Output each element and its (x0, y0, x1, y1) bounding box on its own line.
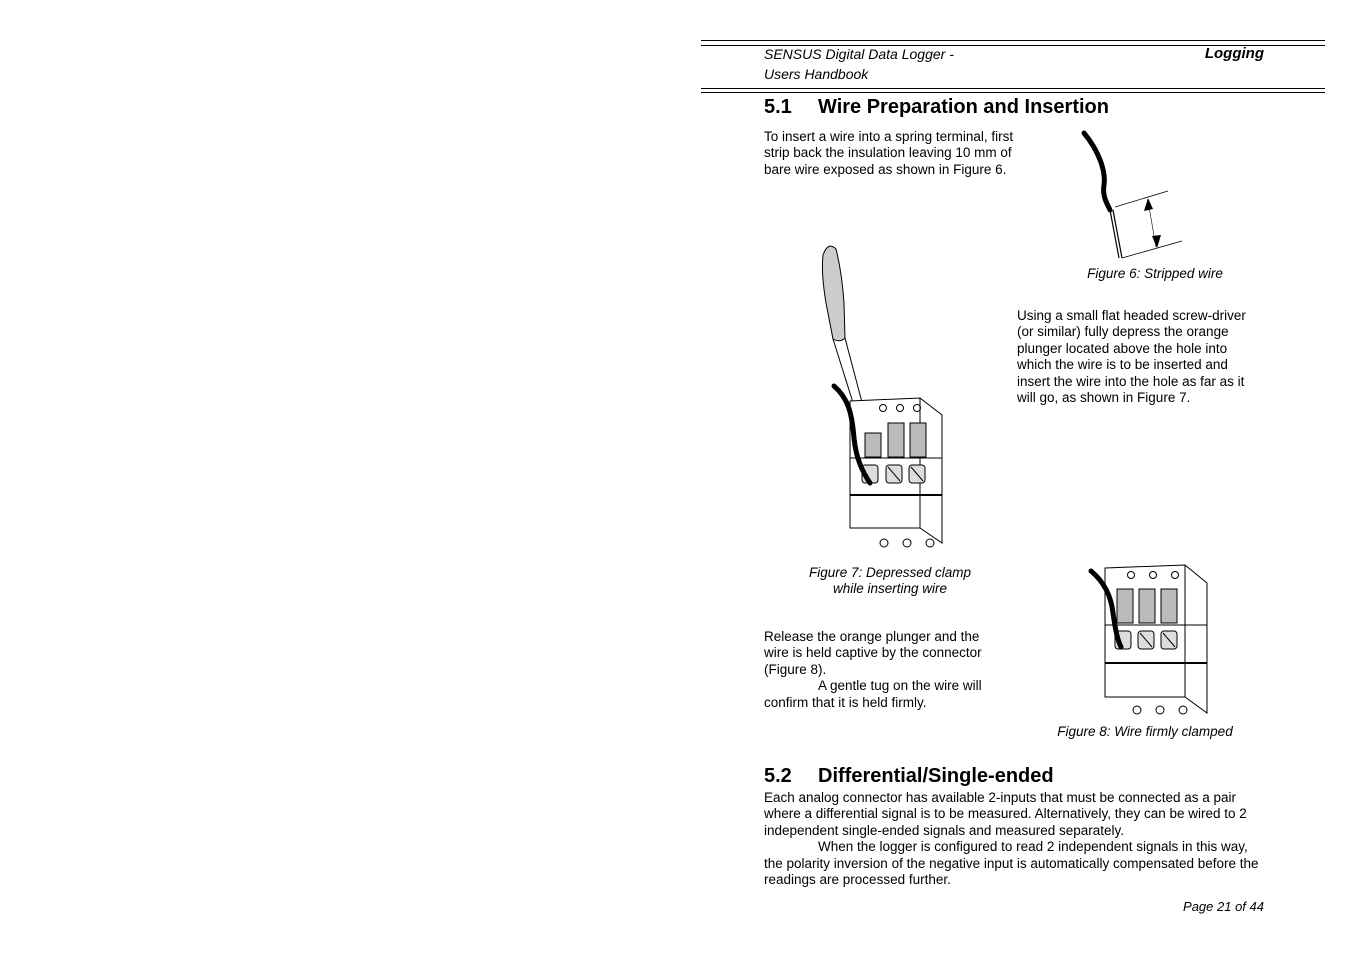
wire-insulation (1084, 133, 1110, 210)
heading-5-1-title: Wire Preparation and Insertion (818, 96, 1109, 118)
header-rule-bottom (701, 88, 1325, 89)
document-title (764, 44, 954, 84)
arrow-up-icon (1144, 198, 1153, 211)
heading-5-1 (764, 96, 1109, 119)
paragraph-gentle-tug: A gentle tug on the wire will confirm that it is held firmly. (764, 678, 982, 710)
heading-5-1-number: 5.1 (764, 96, 792, 118)
document-title-line2: Users Handbook (764, 66, 869, 82)
figure-8-caption: Figure 8: Wire firmly clamped (1057, 724, 1233, 739)
plunger-3 (910, 423, 926, 457)
heading-5-2-title: Differential/Single-ended (818, 765, 1054, 787)
figure-6-stripped-wire (1070, 125, 1200, 270)
section-name: Logging (1204, 45, 1264, 62)
paragraph-release-plunger-text: Release the orange plunger and the wire is held captive by the connector (Figure 8). (764, 629, 982, 677)
heading-5-2 (764, 765, 1054, 788)
bottom-hole-1 (1133, 706, 1141, 714)
bottom-hole-3 (1179, 706, 1187, 714)
bottom-hole-2 (903, 539, 911, 547)
paragraph-polarity: When the logger is configured to read 2 independent signals in this way, the polarity inversion of the negative input is automatically compensated before the readings are processed further. (764, 839, 1259, 888)
plunger-1 (865, 433, 881, 457)
paragraph-strip-wire: To insert a wire into a spring terminal, first strip back the insulation leaving 10 mm of bare wire exposed as shown in Figure 6. (764, 129, 1014, 177)
bottom-hole-3 (926, 539, 934, 547)
plunger-2 (1139, 589, 1155, 623)
page-number: Page 21 of 44 (1183, 899, 1264, 914)
plunger-2 (888, 423, 904, 457)
screwdriver-handle (822, 246, 845, 341)
figure-7-caption (790, 565, 990, 598)
paragraph-differential-text: Each analog connector has available 2-inputs that must be connected as a pair where a differential signal is to be measured. Alternatively, they can be wired to 2 independent single-ended signals and measured separately. (764, 790, 1247, 838)
dimension-line-bottom (1122, 241, 1182, 258)
paragraph-release-plunger (764, 629, 1004, 711)
figure-7-caption-line2: while inserting wire (832, 581, 948, 597)
header-rule-bottom-2 (701, 92, 1325, 93)
header-rule-top (701, 40, 1325, 41)
figure-8-wire-clamped (1085, 563, 1205, 723)
plunger-1 (1117, 589, 1133, 623)
bottom-hole-1 (880, 539, 888, 547)
bottom-hole-2 (1156, 706, 1164, 714)
heading-5-2-number: 5.2 (764, 765, 792, 787)
figure-7-depressed-clamp (820, 243, 960, 553)
plunger-3 (1161, 589, 1177, 623)
paragraph-differential (764, 790, 1264, 888)
paragraph-depress-plunger: Using a small flat headed screw-driver (or similar) fully depress the orange plunger located above the hole into which the wire is to be inserted and insert the wire into the hole as far as it will go, as shown in Figure 7. (1017, 308, 1246, 406)
dimension-line-top (1115, 191, 1168, 207)
figure-6-caption: Figure 6: Stripped wire (1087, 266, 1223, 281)
figure-7-caption-line1: Figure 7: Depressed clamp (808, 565, 972, 580)
arrow-down-icon (1152, 235, 1161, 248)
document-title-line1: SENSUS Digital Data Logger - (764, 46, 954, 62)
